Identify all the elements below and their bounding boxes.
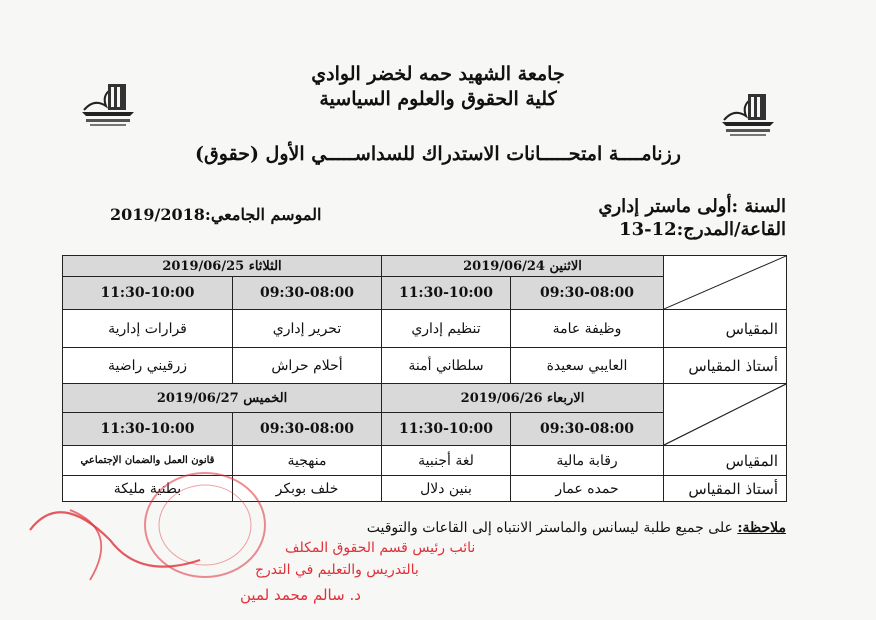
time-slot: 09:30-08:00 xyxy=(233,413,382,446)
subject-cell: وظيفة عامة xyxy=(511,310,664,348)
season-label: الموسم الجامعي:2019/2018 xyxy=(110,205,322,224)
time-slot: 11:30-10:00 xyxy=(63,277,233,310)
teacher-cell: سلطاني أمنة xyxy=(382,348,511,384)
time-slot: 11:30-10:00 xyxy=(382,413,511,446)
day-header: الاربعاء 2019/06/26 xyxy=(382,384,664,413)
teacher-cell: زرقيني راضية xyxy=(63,348,233,384)
time-slot: 09:30-08:00 xyxy=(511,277,664,310)
teacher-cell: حمده عمار xyxy=(511,476,664,502)
teacher-cell: العايبي سعيدة xyxy=(511,348,664,384)
svg-text:بالتدريس والتعليم في التدرج: بالتدريس والتعليم في التدرج xyxy=(255,562,419,578)
corner-cell xyxy=(664,256,787,310)
svg-text:نائب رئيس قسم الحقوق المكلف: نائب رئيس قسم الحقوق المكلف xyxy=(285,540,476,556)
exam-schedule-table xyxy=(62,255,787,502)
svg-text:د. سالم محمد لمين: د. سالم محمد لمين xyxy=(240,586,361,604)
row-label-teacher: أستاذ المقياس xyxy=(664,348,787,384)
row-label-teacher: أستاذ المقياس xyxy=(664,476,787,502)
subject-cell: تنظيم إداري xyxy=(382,310,511,348)
subject-cell: لغة أجنبية xyxy=(382,446,511,476)
corner-cell xyxy=(664,384,787,446)
page-title: رزنامــــة امتحـــــانات الاستدراك للسداســـــي الأول (حقوق) xyxy=(195,143,681,165)
teacher-cell: خلف بوبكر xyxy=(233,476,382,502)
year-label: السنة :أولى ماستر إداري xyxy=(598,196,786,217)
row-label-subject: المقياس xyxy=(664,310,787,348)
faculty-name: كلية الحقوق والعلوم السياسية xyxy=(319,88,557,110)
subject-cell: منهجية xyxy=(233,446,382,476)
day-header: الاثنين 2019/06/24 xyxy=(382,256,664,277)
subject-cell: تحرير إداري xyxy=(233,310,382,348)
time-slot: 09:30-08:00 xyxy=(233,277,382,310)
note xyxy=(367,520,786,536)
teacher-cell: بنين دلال xyxy=(382,476,511,502)
note-label: ملاحظة: xyxy=(737,520,786,536)
time-slot: 11:30-10:00 xyxy=(382,277,511,310)
subject-cell: قرارات إدارية xyxy=(63,310,233,348)
subject-cell: رقابة مالية xyxy=(511,446,664,476)
day-header: الثلاثاء 2019/06/25 xyxy=(63,256,382,277)
teacher-cell: أحلام حراش xyxy=(233,348,382,384)
time-slot: 09:30-08:00 xyxy=(511,413,664,446)
university-name: جامعة الشهيد حمه لخضر الوادي xyxy=(311,63,565,85)
note-text: على جميع طلبة ليسانس والماستر الانتباه إلى القاعات والتوقيت xyxy=(366,520,733,536)
time-slot: 11:30-10:00 xyxy=(63,413,233,446)
day-header: الخميس 2019/06/27 xyxy=(63,384,382,413)
teacher-cell: بطنية مليكة xyxy=(63,476,233,502)
room-label: القاعة/المدرج:12-13 xyxy=(619,219,786,240)
row-label-subject: المقياس xyxy=(664,446,787,476)
subject-cell: قانون العمل والضمان الإجتماعي xyxy=(63,446,233,476)
